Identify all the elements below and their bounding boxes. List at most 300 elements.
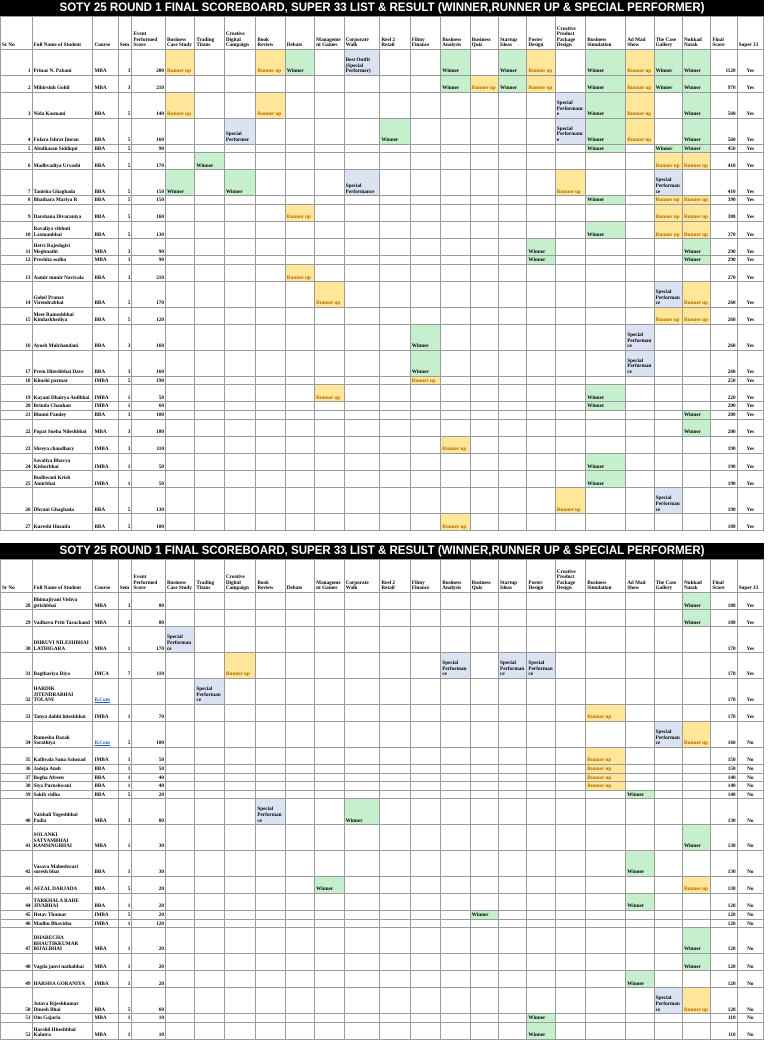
event-result-cell (224, 282, 256, 308)
event-result-cell (285, 471, 314, 488)
event-result-cell (165, 514, 194, 531)
student-name-cell: Vaishali Yogeshbhai Padia (32, 799, 93, 825)
event-result-cell (285, 411, 314, 420)
sem-cell: 3 (118, 593, 132, 610)
event-result-cell (626, 988, 654, 1014)
event-result-cell (165, 307, 194, 324)
event-result-cell (195, 850, 224, 876)
event-result-cell (380, 782, 410, 791)
sem-cell: 5 (118, 376, 132, 385)
sr-no-cell: 39 (1, 790, 33, 799)
event-result-cell (224, 1014, 256, 1023)
event-score-cell: 120 (132, 307, 166, 324)
column-header: Reel 2 Retail (380, 560, 410, 593)
event-result-cell (165, 204, 194, 221)
event-result-cell (654, 411, 682, 420)
event-result-cell (555, 282, 585, 308)
event-result-cell (682, 919, 710, 928)
super33-cell: Yes (737, 196, 763, 205)
student-name-cell: Sakib vidha (32, 790, 93, 799)
event-result-cell (441, 471, 470, 488)
event-result-cell (410, 876, 440, 893)
event-result-cell (682, 850, 710, 876)
event-result-cell (344, 282, 380, 308)
table-row (1, 376, 764, 385)
student-name-cell: TARKHALA RADE JIVABHAI (32, 893, 93, 910)
event-result-cell (470, 264, 498, 281)
column-header: Event Performed Score (132, 17, 166, 50)
event-result-cell (527, 782, 555, 791)
course-cell: BBA (93, 325, 118, 351)
event-result-cell: Special Performance (555, 92, 585, 118)
event-result-cell (470, 436, 498, 453)
event-result-cell (626, 876, 654, 893)
event-result-cell (470, 50, 498, 76)
event-result-cell (285, 721, 314, 747)
event-result-cell (499, 411, 527, 420)
event-result-cell: Winner (654, 144, 682, 153)
final-score-cell: 270 (711, 264, 737, 281)
event-result-cell (256, 239, 285, 256)
sr-no-cell: 37 (1, 773, 33, 782)
sheet-title: SOTY 25 ROUND 1 FINAL SCOREBOARD, SUPER 33 LIST & RESULT (WINNER,RUNNER UP & SPECIAL PERFORMER) (0, 0, 764, 16)
event-result-cell: Runner up (527, 75, 555, 92)
event-result-cell (380, 988, 410, 1014)
event-score-cell: 130 (132, 221, 166, 238)
event-result-cell (441, 610, 470, 627)
event-result-cell (165, 911, 194, 920)
sem-cell: 1 (118, 1022, 132, 1039)
course-cell: BBA (93, 221, 118, 238)
final-score-cell: 380 (711, 204, 737, 221)
event-result-cell (470, 92, 498, 118)
event-result-cell (410, 471, 440, 488)
event-result-cell (654, 610, 682, 627)
event-result-cell (165, 402, 194, 411)
super33-cell: No (737, 988, 763, 1014)
event-result-cell (499, 264, 527, 281)
event-result-cell (380, 325, 410, 351)
event-score-cell: 100 (132, 721, 166, 747)
super33-cell: Yes (737, 75, 763, 92)
event-result-cell (165, 988, 194, 1014)
event-result-cell (470, 782, 498, 791)
sr-no-cell: 12 (1, 256, 33, 265)
student-name-cell: Kureshi Huzaifa (32, 514, 93, 531)
sr-no-cell: 6 (1, 153, 33, 170)
event-result-cell (224, 893, 256, 910)
sr-no-cell: 50 (1, 988, 33, 1014)
event-result-cell (256, 204, 285, 221)
event-result-cell: Winner (682, 593, 710, 610)
event-result-cell (256, 196, 285, 205)
student-name-cell: DHRUVI NILESHBHAI LATHIGARA (32, 627, 93, 653)
event-result-cell (285, 773, 314, 782)
event-result-cell (195, 928, 224, 954)
event-result-cell: Winner (586, 75, 626, 92)
super33-cell: Yes (737, 653, 763, 679)
table-row (1, 488, 764, 514)
event-result-cell (315, 221, 344, 238)
event-result-cell (256, 118, 285, 144)
event-result-cell: Runner up (682, 153, 710, 170)
event-result-cell (195, 971, 224, 988)
super33-cell: Yes (737, 514, 763, 531)
event-result-cell (441, 893, 470, 910)
course-cell: BBA (93, 876, 118, 893)
event-result-cell (654, 911, 682, 920)
event-result-cell (626, 610, 654, 627)
event-result-cell (224, 385, 256, 402)
event-result-cell (499, 376, 527, 385)
event-result-cell (285, 850, 314, 876)
event-result-cell (195, 118, 224, 144)
event-result-cell (380, 264, 410, 281)
event-result-cell: Runner up (654, 204, 682, 221)
event-result-cell (441, 239, 470, 256)
event-result-cell (626, 376, 654, 385)
event-result-cell (285, 893, 314, 910)
event-result-cell (380, 50, 410, 76)
course-cell: BBA (93, 153, 118, 170)
sr-no-cell: 8 (1, 196, 33, 205)
event-result-cell (410, 221, 440, 238)
event-result-cell: Winner (380, 118, 410, 144)
event-result-cell (315, 454, 344, 471)
student-name-cell: Budhwani Krish Amirbhai (32, 471, 93, 488)
course-cell: BBA (93, 790, 118, 799)
event-result-cell (470, 170, 498, 196)
event-result-cell (410, 919, 440, 928)
student-name-cell: DHARECHA BHAUTIKKUMAR BIJALBHAI (32, 928, 93, 954)
super33-cell: No (737, 747, 763, 764)
event-score-cell: 40 (132, 782, 166, 791)
course-cell: IMBA (93, 376, 118, 385)
event-result-cell: Runner up (165, 50, 194, 76)
final-score-cell: 130 (711, 850, 737, 876)
event-result-cell: Winner (586, 196, 626, 205)
event-result-cell (410, 514, 440, 531)
event-result-cell (555, 610, 585, 627)
event-result-cell (555, 411, 585, 420)
event-result-cell (195, 773, 224, 782)
event-result-cell (626, 514, 654, 531)
event-result-cell (626, 221, 654, 238)
event-result-cell (470, 799, 498, 825)
sr-no-cell: 20 (1, 402, 33, 411)
event-result-cell (224, 721, 256, 747)
column-header: Final Score (711, 17, 737, 50)
table-row (1, 385, 764, 402)
event-result-cell (470, 153, 498, 170)
super33-cell: No (737, 876, 763, 893)
event-result-cell: Special Performance (195, 678, 224, 704)
course-cell: MBA (93, 627, 118, 653)
event-result-cell (470, 488, 498, 514)
super33-cell: Yes (737, 454, 763, 471)
event-result-cell: Special Performance (256, 799, 285, 825)
event-result-cell (654, 1022, 682, 1039)
event-result-cell (224, 471, 256, 488)
sr-no-cell: 22 (1, 419, 33, 436)
header-row (1, 17, 764, 50)
event-result-cell (285, 782, 314, 791)
sr-no-cell: 26 (1, 488, 33, 514)
event-result-cell (555, 376, 585, 385)
event-result-cell (256, 153, 285, 170)
event-result-cell: Winner (586, 402, 626, 411)
super33-cell: No (737, 782, 763, 791)
table-row (1, 325, 764, 351)
event-result-cell (527, 971, 555, 988)
event-score-cell: 110 (132, 653, 166, 679)
course-cell: MBA (93, 799, 118, 825)
event-result-cell: Best Outfit (Special Performer) (344, 50, 380, 76)
student-name-cell: Bagthariya Riya (32, 653, 93, 679)
event-result-cell (285, 385, 314, 402)
event-result-cell (165, 773, 194, 782)
event-result-cell (224, 764, 256, 773)
final-score-cell: 370 (711, 221, 737, 238)
event-result-cell: Special Performance (654, 488, 682, 514)
table-row (1, 144, 764, 153)
column-header: Corporate Walk (344, 17, 380, 50)
event-result-cell (410, 593, 440, 610)
event-result-cell (256, 790, 285, 799)
event-result-cell (285, 610, 314, 627)
column-header: Course (93, 560, 118, 593)
student-name-cell: AFZAL DARJADA (32, 876, 93, 893)
event-result-cell (626, 919, 654, 928)
event-result-cell (441, 747, 470, 764)
event-result-cell (165, 256, 194, 265)
column-header: Filmy Finance (410, 560, 440, 593)
event-result-cell (410, 825, 440, 851)
event-result-cell (586, 653, 626, 679)
event-result-cell (315, 75, 344, 92)
event-result-cell (224, 196, 256, 205)
event-result-cell (499, 92, 527, 118)
event-result-cell (555, 153, 585, 170)
course-cell: BBA (93, 92, 118, 118)
event-result-cell (555, 653, 585, 679)
event-result-cell (555, 514, 585, 531)
event-result-cell: Winner (165, 170, 194, 196)
column-header: Sr No (1, 17, 33, 50)
event-result-cell (224, 488, 256, 514)
event-result-cell (344, 307, 380, 324)
event-result-cell (441, 971, 470, 988)
course-cell: BBA (93, 988, 118, 1014)
event-result-cell (344, 419, 380, 436)
event-result-cell: Runner up (586, 764, 626, 773)
event-result-cell (410, 50, 440, 76)
sr-no-cell: 48 (1, 954, 33, 971)
course-cell: B.Com (93, 678, 118, 704)
event-result-cell (344, 954, 380, 971)
super33-cell: Yes (737, 350, 763, 376)
final-score-cell: 160 (711, 721, 737, 747)
event-result-cell (380, 1022, 410, 1039)
table-row (1, 75, 764, 92)
event-result-cell: Winner (410, 350, 440, 376)
event-result-cell (555, 204, 585, 221)
course-cell: BBA (93, 264, 118, 281)
sem-cell: 5 (118, 144, 132, 153)
sem-cell: 1 (118, 402, 132, 411)
sem-cell: 3 (118, 610, 132, 627)
event-result-cell (499, 721, 527, 747)
event-result-cell (470, 144, 498, 153)
event-result-cell: Winner (682, 411, 710, 420)
event-result-cell (555, 971, 585, 988)
event-result-cell (224, 221, 256, 238)
event-score-cell: 210 (132, 75, 166, 92)
event-result-cell (195, 790, 224, 799)
event-result-cell (256, 454, 285, 471)
event-result-cell (586, 1014, 626, 1023)
event-result-cell (224, 411, 256, 420)
column-header: The Case Gallery (654, 17, 682, 50)
event-result-cell: Runner up (682, 282, 710, 308)
event-result-cell: Runner up (441, 514, 470, 531)
course-cell: IMBA (93, 971, 118, 988)
student-name-cell: Jadeja Ansh (32, 764, 93, 773)
event-result-cell (344, 153, 380, 170)
event-result-cell: Special Performance (654, 282, 682, 308)
super33-cell: Yes (737, 282, 763, 308)
event-result-cell (410, 454, 440, 471)
event-result-cell: Winner (586, 385, 626, 402)
event-result-cell: Runner up (682, 196, 710, 205)
sr-no-cell: 27 (1, 514, 33, 531)
final-score-cell: 250 (711, 376, 737, 385)
event-result-cell (195, 825, 224, 851)
course-cell: MBA (93, 239, 118, 256)
event-result-cell (165, 419, 194, 436)
student-name-cell: Hetvi Rajeshgiri Meghnathi (32, 239, 93, 256)
event-result-cell (224, 92, 256, 118)
super33-cell: Yes (737, 376, 763, 385)
event-result-cell (256, 825, 285, 851)
column-header: Creative Product Package Design (555, 17, 585, 50)
event-result-cell (470, 850, 498, 876)
table-row (1, 264, 764, 281)
event-result-cell (470, 196, 498, 205)
event-result-cell (441, 488, 470, 514)
event-result-cell (586, 325, 626, 351)
final-score-cell: 200 (711, 402, 737, 411)
event-result-cell: Runner up (555, 170, 585, 196)
student-name-cell: Bhathara Mariya R (32, 196, 93, 205)
super33-cell: No (737, 825, 763, 851)
event-result-cell (165, 893, 194, 910)
student-name-cell: Madhu Bhavisha (32, 919, 93, 928)
event-result-cell (195, 196, 224, 205)
event-result-cell (256, 1014, 285, 1023)
event-result-cell (256, 256, 285, 265)
super33-cell: Yes (737, 402, 763, 411)
event-result-cell (195, 221, 224, 238)
event-result-cell (441, 350, 470, 376)
final-score-cell: 140 (711, 773, 737, 782)
column-header: Sem (118, 560, 132, 593)
table-row (1, 50, 764, 76)
event-result-cell (410, 928, 440, 954)
event-result-cell (654, 419, 682, 436)
event-result-cell (344, 850, 380, 876)
event-result-cell (527, 678, 555, 704)
column-header: Poster Design (527, 17, 555, 50)
column-header: Corporate Walk (344, 560, 380, 593)
event-result-cell: Runner up (555, 488, 585, 514)
event-result-cell (555, 454, 585, 471)
event-result-cell (380, 893, 410, 910)
event-result-cell (499, 256, 527, 265)
event-result-cell (555, 790, 585, 799)
student-name-cell: HARDIK JITENDRABHAI TOLANI (32, 678, 93, 704)
event-result-cell (195, 282, 224, 308)
event-result-cell (527, 799, 555, 825)
event-result-cell: Special Performance (499, 653, 527, 679)
course-cell: MBA (93, 1014, 118, 1023)
event-result-cell (555, 704, 585, 721)
event-result-cell (626, 954, 654, 971)
event-result-cell (654, 928, 682, 954)
event-result-cell (470, 325, 498, 351)
event-result-cell (256, 773, 285, 782)
event-result-cell (499, 919, 527, 928)
event-result-cell (682, 436, 710, 453)
course-cell: BBA (93, 118, 118, 144)
event-result-cell (410, 773, 440, 782)
event-result-cell (527, 593, 555, 610)
event-result-cell (224, 307, 256, 324)
event-result-cell (527, 919, 555, 928)
event-result-cell (165, 790, 194, 799)
event-result-cell (315, 825, 344, 851)
event-result-cell (344, 627, 380, 653)
sem-cell: 5 (118, 118, 132, 144)
event-result-cell (224, 825, 256, 851)
event-result-cell (285, 799, 314, 825)
sr-no-cell: 40 (1, 799, 33, 825)
event-result-cell (224, 799, 256, 825)
event-result-cell (586, 593, 626, 610)
sem-cell: 1 (118, 747, 132, 764)
event-result-cell (344, 239, 380, 256)
event-result-cell (527, 307, 555, 324)
sem-cell: 5 (118, 721, 132, 747)
sr-no-cell: 11 (1, 239, 33, 256)
event-result-cell (380, 419, 410, 436)
final-score-cell: 130 (711, 825, 737, 851)
final-score-cell: 170 (711, 704, 737, 721)
event-result-cell (285, 911, 314, 920)
event-result-cell (470, 593, 498, 610)
event-result-cell (654, 325, 682, 351)
event-result-cell (195, 764, 224, 773)
event-result-cell (344, 75, 380, 92)
event-result-cell (195, 799, 224, 825)
course-cell: BBA (93, 411, 118, 420)
event-result-cell (441, 799, 470, 825)
event-result-cell (470, 928, 498, 954)
final-score-cell: 190 (711, 488, 737, 514)
sem-cell: 1 (118, 928, 132, 954)
event-result-cell (586, 971, 626, 988)
event-result-cell (586, 911, 626, 920)
